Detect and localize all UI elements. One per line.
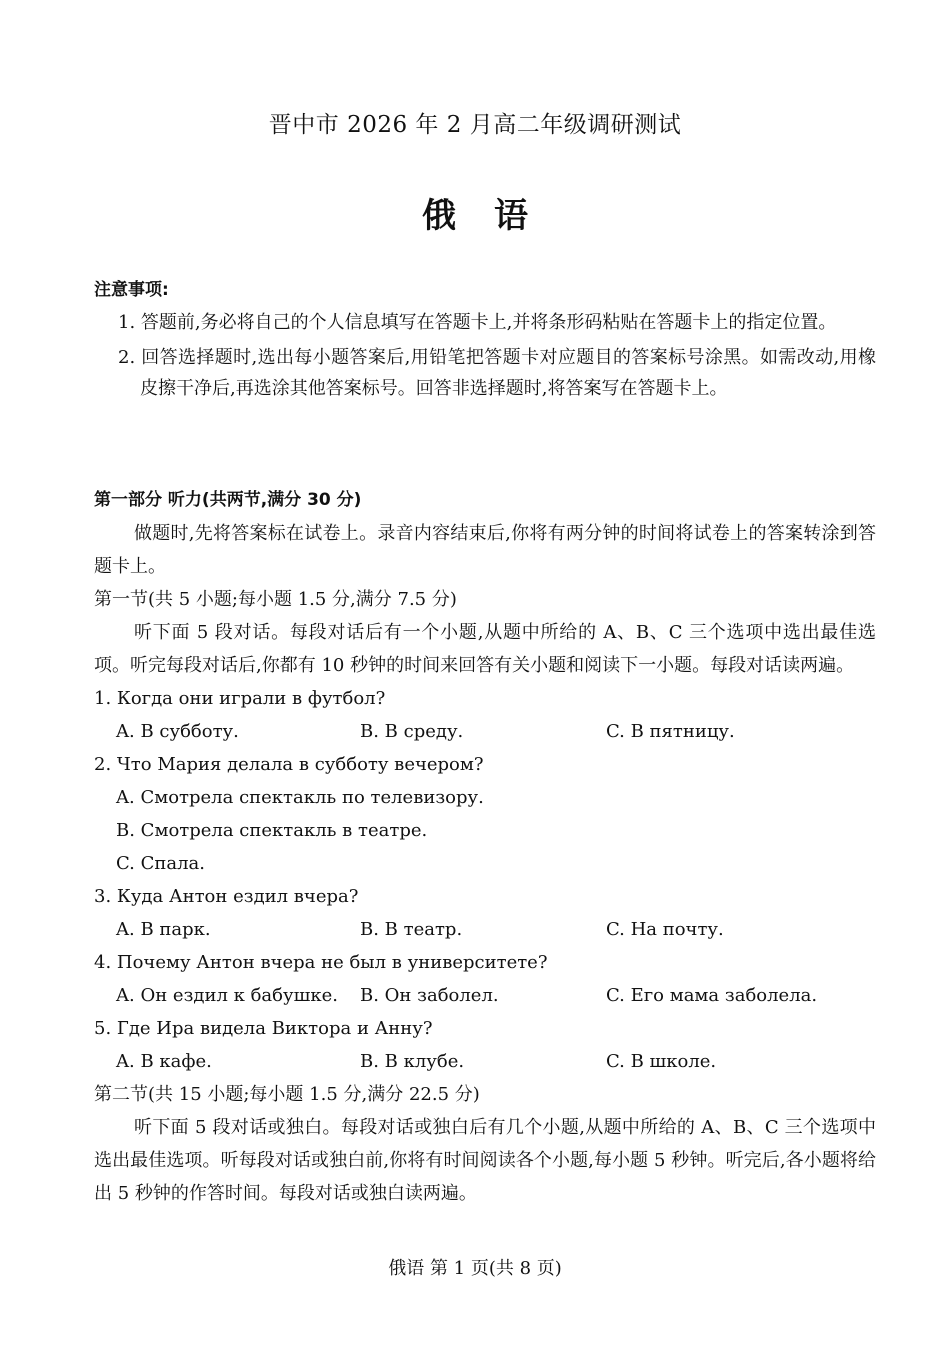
question-3-option-a: A. В парк.	[116, 919, 211, 940]
question-2-option-c: C. Спала.	[116, 853, 205, 874]
part1-heading: 第一部分 听力(共两节,满分 30 分)	[94, 490, 362, 510]
exam-title: 晋中市 2026 年 2 月高二年级调研测试	[268, 112, 682, 138]
question-1-options	[94, 715, 876, 748]
question-1-option-c: C. В пятницу.	[606, 721, 735, 742]
question-2-option-a: A. Смотрела спектакль по телевизору.	[116, 787, 484, 808]
question-2-option-b: B. Смотрела спектакль в театре.	[116, 820, 428, 841]
question-3-options	[94, 913, 876, 946]
question-5-option-b: B. В клубе.	[360, 1051, 465, 1072]
question-4-options	[94, 979, 876, 1012]
section2-heading: 第二节(共 15 小题;每小题 1.5 分,满分 22.5 分)	[94, 1084, 480, 1105]
question-4: 4. Почему Антон вчера не был в университете?	[94, 952, 548, 973]
question-5: 5. Где Ира видела Виктора и Анну?	[94, 1018, 433, 1039]
question-3: 3. Куда Антон ездил вчера?	[94, 886, 359, 907]
question-4-option-c: C. Его мама заболела.	[606, 985, 818, 1006]
notice-item-2: 2. 回答选择题时,选出每小题答案后,用铅笔把答题卡对应题目的答案标号涂黑。如需改动,用橡皮擦干净后,再选涂其他答案标号。回答非选择题时,将答案写在答题卡上。	[118, 347, 876, 399]
part1-intro: 做题时,先将答案标在试卷上。录音内容结束后,你将有两分钟的时间将试卷上的答案转涂到答题卡上。	[94, 523, 876, 577]
question-1-option-a: A. В субботу.	[116, 721, 239, 742]
question-4-option-a: A. Он ездил к бабушке.	[116, 985, 338, 1006]
notice-section	[94, 274, 876, 404]
question-4-option-b: B. Он заболел.	[360, 985, 499, 1006]
section1-instructions: 听下面 5 段对话。每段对话后有一个小题,从题中所给的 A、B、C 三个选项中选出最佳选项。听完每段对话后,你都有 10 秒钟的时间来回答有关小题和阅读下一小题。每段对话读两遍。	[94, 622, 876, 676]
part1-section	[94, 484, 876, 1210]
question-3-option-b: B. В театр.	[360, 919, 463, 940]
question-3-option-c: C. На почту.	[606, 919, 724, 940]
subject-title: 俄语	[422, 196, 566, 236]
notice-heading: 注意事项:	[94, 280, 169, 300]
question-2: 2. Что Мария делала в субботу вечером?	[94, 754, 484, 775]
section1-heading: 第一节(共 5 小题;每小题 1.5 分,满分 7.5 分)	[94, 589, 457, 610]
question-1-option-b: B. В среду.	[360, 721, 464, 742]
notice-item-1: 1. 答题前,务必将自己的个人信息填写在答题卡上,并将条形码粘贴在答题卡上的指定位置。	[118, 312, 837, 333]
section2-instructions: 听下面 5 段对话或独白。每段对话或独白后有几个小题,从题中所给的 A、B、C 三个选项中选出最佳选项。听每段对话或独白前,你将有时间阅读各个小题,每小题 5 秒钟。听完后,各小题将给出 5 秒钟的作答时间。每段对话或独白读两遍。	[94, 1117, 876, 1204]
question-1: 1. Когда они играли в футбол?	[94, 688, 386, 709]
page-footer: 俄语 第 1 页(共 8 页)	[388, 1258, 562, 1279]
question-5-option-c: C. В школе.	[606, 1051, 717, 1072]
question-5-options	[94, 1045, 876, 1078]
question-5-option-a: A. В кафе.	[116, 1051, 212, 1072]
